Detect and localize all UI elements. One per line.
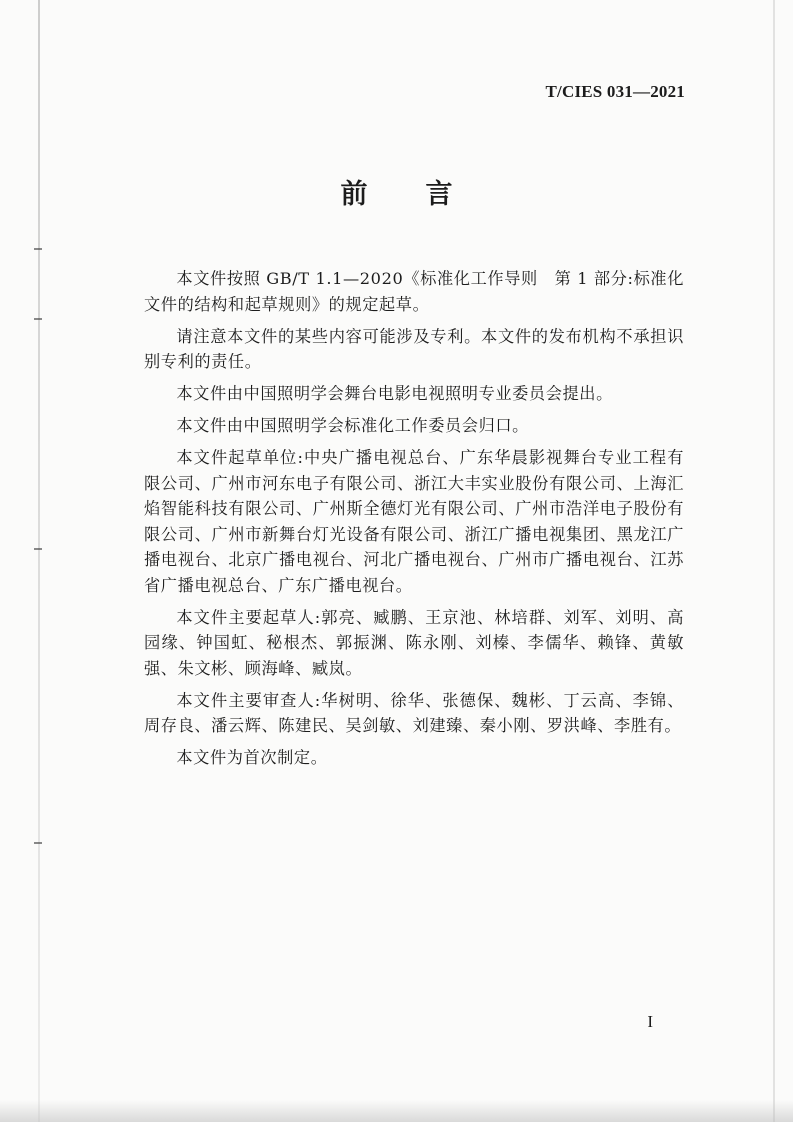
title-char-1: 前 [340, 179, 368, 210]
binding-mark [34, 548, 42, 550]
binding-mark [34, 318, 42, 320]
paragraph: 本文件主要审查人:华树明、徐华、张德保、魏彬、丁云高、李锦、周存良、潘云辉、陈建民、吴剑敏、刘建臻、秦小刚、罗洪峰、李胜有。 [144, 690, 684, 735]
paragraph: 本文件按照 GB/T 1.1—2020《标准化工作导则 第 1 部分:标准化文件的结构和起草规则》的规定起草。 [144, 269, 684, 314]
preface-body [144, 266, 684, 777]
paragraph: 本文件为首次制定。 [176, 748, 328, 767]
scan-edge-left [38, 0, 40, 1122]
document-code: T/CIES 031—2021 [545, 82, 685, 101]
binding-mark [34, 842, 42, 844]
paragraph: 本文件由中国照明学会舞台电影电视照明专业委员会提出。 [176, 384, 613, 403]
paragraph: 请注意本文件的某些内容可能涉及专利。本文件的发布机构不承担识别专利的责任。 [144, 326, 684, 371]
title-char-2: 言 [425, 179, 453, 210]
paragraph: 本文件起草单位:中央广播电视总台、广东华晨影视舞台专业工程有限公司、广州市河东电子有限公司、浙江大丰实业股份有限公司、上海汇焰智能科技有限公司、广州斯全德灯光有限公司、广州市浩洋电子股份有限公司、广州市新舞台灯光设备有限公司、浙江广播电视集团、黑龙江广播电视台、北京广播电视台、河北广播电视台、广州市广播电视台、江苏省广播电视总台、广东广播电视台。 [144, 448, 684, 595]
binding-mark [34, 248, 42, 250]
page-title [0, 172, 793, 211]
scan-bottom-shadow [0, 1100, 793, 1122]
page-number: I [647, 1012, 653, 1031]
paragraph: 本文件主要起草人:郭亮、臧鹏、王京池、林培群、刘军、刘明、高园缘、钟国虹、秘根杰、郭振渊、陈永刚、刘榛、李儒华、赖锋、黄敏强、朱文彬、顾海峰、臧岚。 [144, 607, 684, 678]
scan-edge-right [773, 0, 775, 1122]
paragraph: 本文件由中国照明学会标准化工作委员会归口。 [176, 416, 529, 435]
